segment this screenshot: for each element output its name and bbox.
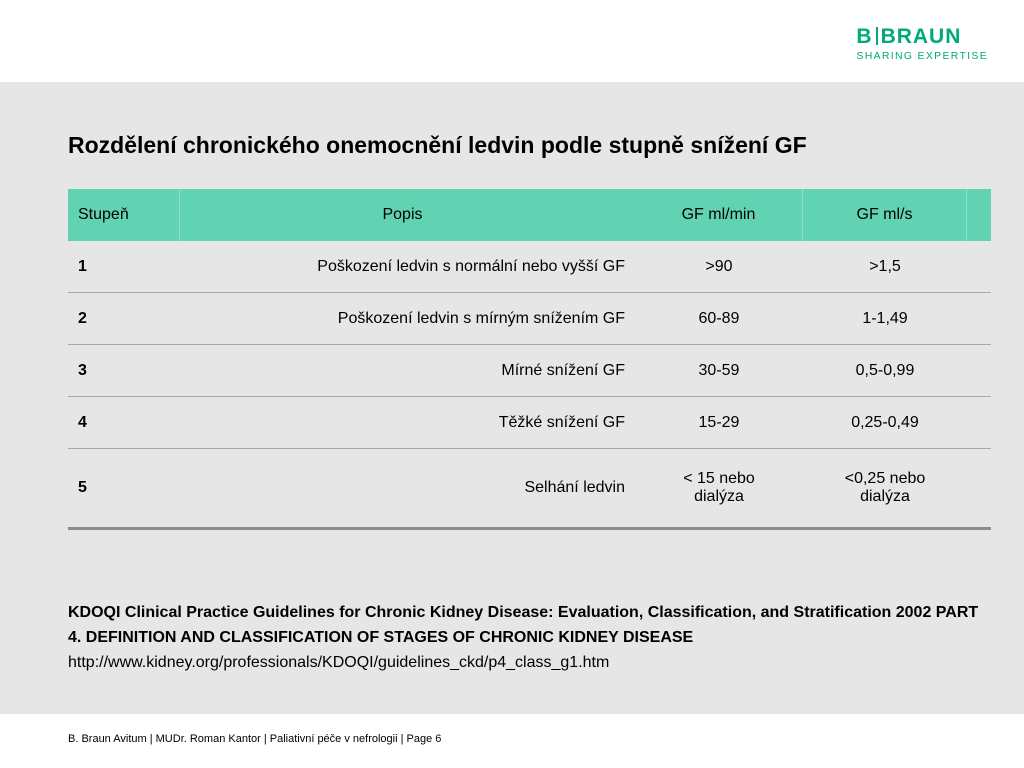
cell-gf-ml-s: <0,25 nebo dialýza (844, 470, 926, 505)
logo-tagline: SHARING EXPERTISE (856, 50, 988, 62)
bbraun-logo (856, 26, 988, 62)
citation-reference: KDOQI Clinical Practice Guidelines for Chronic Kidney Disease: Evaluation, Classification, and Stratification 2002 PART 4. DEFINITION AND CLASSIFICATION OF STAGES OF CHRONIC KIDNEY DISEASE (68, 604, 979, 646)
cell-description: Mírné snížení GF (501, 361, 625, 379)
table-header (68, 189, 991, 241)
slide-header (0, 0, 1024, 82)
cell-gf-ml-min: 30-59 (698, 361, 740, 379)
cell-stage: 5 (78, 479, 87, 496)
table-row (68, 345, 991, 397)
table-row (68, 241, 991, 293)
cell-description: Selhání ledvin (524, 479, 625, 496)
cell-gf-ml-min: < 15 nebo dialýza (683, 470, 755, 505)
cell-stage: 2 (78, 309, 87, 327)
header-gf-ml-min: GF ml/min (635, 189, 803, 241)
header-spacer (967, 189, 991, 241)
cell-gf-ml-min: 60-89 (698, 309, 740, 327)
cell-stage: 4 (78, 413, 87, 431)
header-stage: Stupeň (68, 189, 180, 241)
slide-title: Rozdělení chronického onemocnění ledvin podle stupně snížení GF (68, 132, 807, 158)
cell-gf-ml-min: >90 (705, 257, 733, 275)
slide-footer: B. Braun Avitum | MUDr. Roman Kantor | Paliativní péče v nefrologii | Page 6 (68, 733, 442, 745)
ckd-stages-table (68, 189, 991, 530)
cell-gf-ml-s: >1,5 (869, 257, 901, 275)
cell-gf-ml-s: 0,25-0,49 (851, 413, 919, 431)
cell-description: Těžké snížení GF (498, 413, 625, 431)
cell-gf-ml-min: 15-29 (698, 413, 740, 431)
cell-stage: 3 (78, 361, 87, 379)
cell-description: Poškození ledvin s normální nebo vyšší GF (317, 257, 625, 275)
header-description: Popis (382, 206, 423, 223)
citation-url: http://www.kidney.org/professionals/KDOQI/guidelines_ckd/p4_class_g1.htm (68, 654, 610, 671)
citation (68, 600, 988, 675)
cell-stage: 1 (78, 257, 87, 275)
cell-gf-ml-s: 0,5-0,99 (855, 361, 915, 379)
logo-wordmark: B BRAUN (856, 25, 962, 48)
header-gf-ml-s: GF ml/s (803, 189, 967, 241)
table-row (68, 293, 991, 345)
cell-gf-ml-s: 1-1,49 (862, 309, 908, 327)
table-row (68, 397, 991, 449)
cell-description: Poškození ledvin s mírným snížením GF (337, 309, 625, 327)
slide-content (0, 82, 1024, 714)
table-row (68, 449, 991, 530)
